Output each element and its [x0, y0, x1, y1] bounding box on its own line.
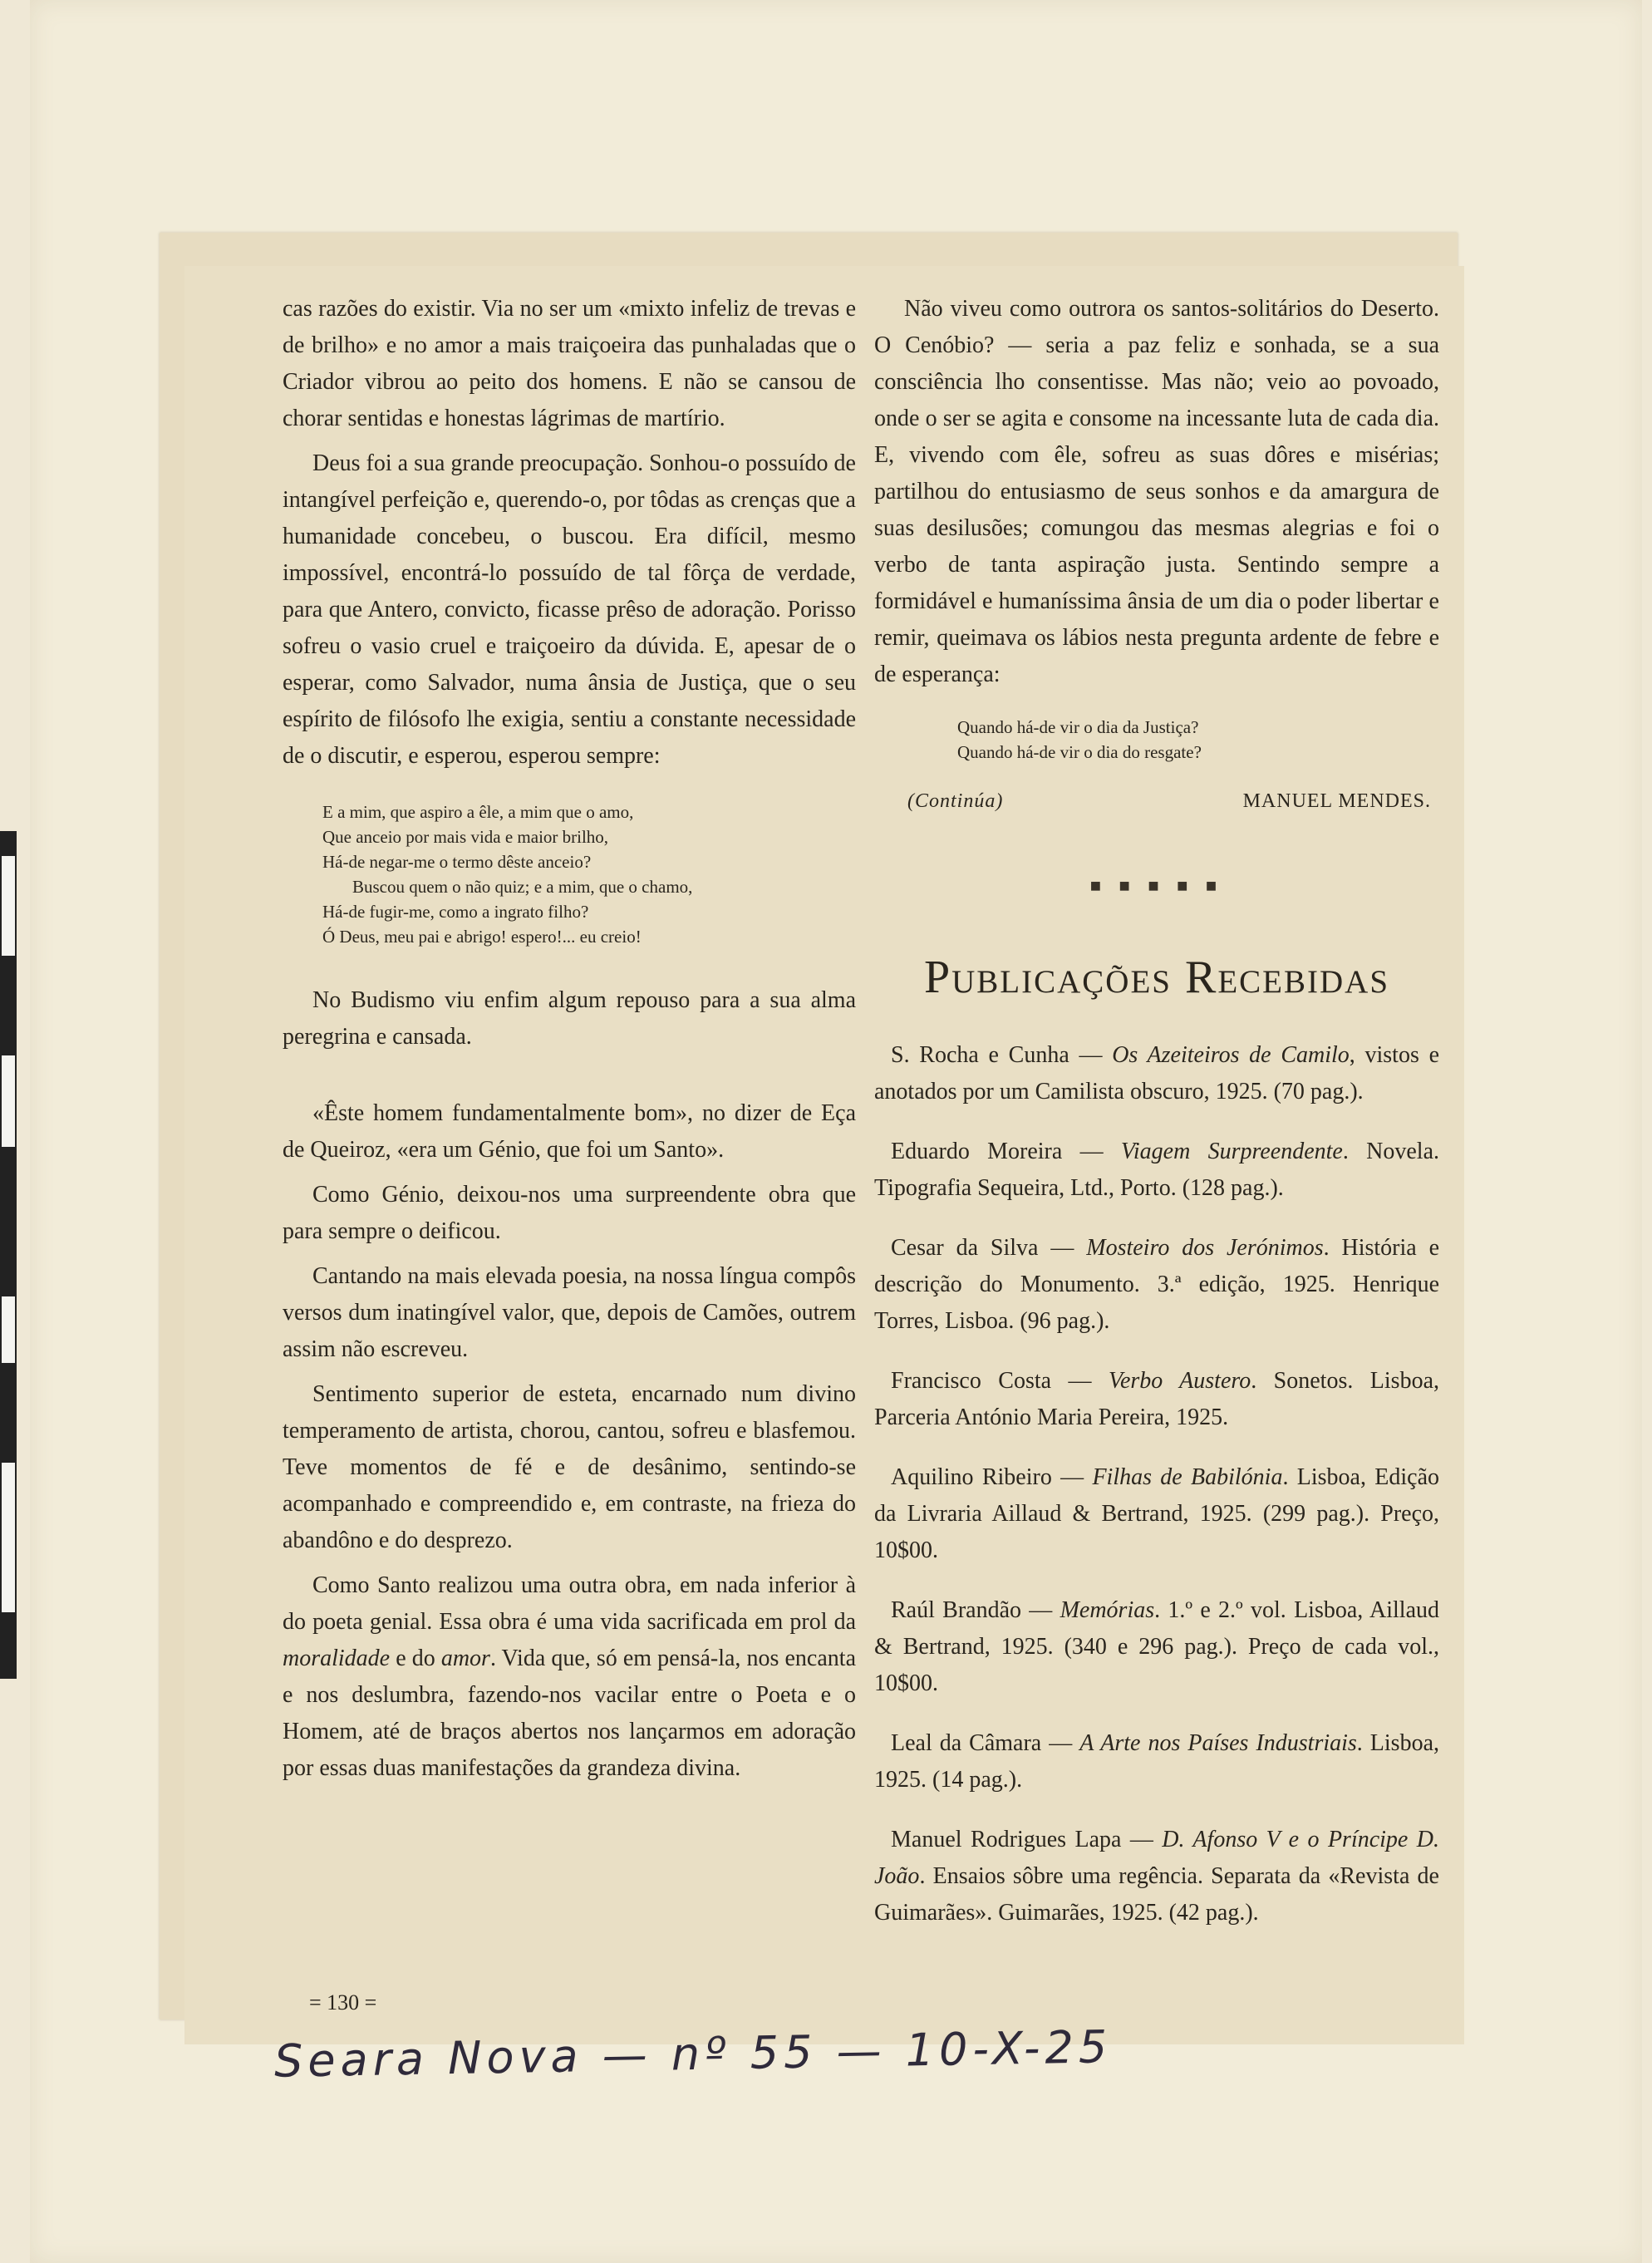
paragraph: No Budismo viu enfim algum repouso para a sua alma peregrina e cansada.: [283, 987, 856, 1050]
paragraph: Não viveu como outrora os santos-solitários do Deserto. O Cenóbio? — seria a paz feliz e sonhada, se a sua consciência lho consentisse. Mas não; veio ao povoado, onde o ser se agita e consome na incessante luta de cada dia. E, vivendo com êle, sofreu as suas dôres e misérias; partilhou do entusiasmo de seus sonhos e da amargura de suas desilusões; comungou das mesmas alegrias e foi o verbo de tanta aspiração justa. Sentindo sempre a formidável e humaníssima ânsia de um dia o poder libertar e remir, queimava os lábios nesta pregunta ardente de febre e de esperança:: [874, 296, 1439, 687]
continua-label: (Continúa): [907, 790, 1004, 812]
pub-details: . História e descrição do Monumento. 3.ª edição, 1925. Henrique Torres, Lisboa. (96 pag.).: [874, 1235, 1439, 1334]
pub-details: , vistos e anotados por um Camilista obscuro, 1925. (70 pag.).: [874, 1042, 1440, 1104]
pub-title: Memórias: [1060, 1597, 1155, 1623]
pub-details: . Lisboa, Edição da Livraria Aillaud & Bertrand, 1925. (299 pag.). Preço, 10$00.: [874, 1464, 1440, 1563]
pub-title: Mosteiro dos Jerónimos: [1086, 1235, 1324, 1261]
pub-details: . Sonetos. Lisboa, Parceria António Maria Pereira, 1925.: [874, 1368, 1439, 1430]
color-scale-ruler: [0, 831, 17, 1679]
pub-author: S. Rocha e Cunha —: [891, 1042, 1113, 1068]
pub-title: Viagem Surpreendente: [1120, 1139, 1343, 1164]
emphasis: moralidade: [283, 1646, 391, 1671]
paragraph: Deus foi a sua grande preocupação. Sonhou-o possuído de intangível perfeição e, querendo-o, por tôdas as crenças que a humanidade concebeu, o buscou. Era difícil, mesmo impossível, encontrá-lo possuído de tal fôrça de verdade, para que Antero, convicto, ficasse prêso de adoração. Porisso sofreu o vasio cruel e traiçoeiro da dúvida. E, apesar de o esperar, como Salvador, numa ânsia de Justiça, que o seu espírito de filósofo lhe exigia, sentiu a constante necessidade de o discutir, e esperou, esperou sempre:: [283, 450, 856, 769]
text-run: e do: [390, 1646, 441, 1671]
pub-author: Francisco Costa —: [891, 1368, 1109, 1394]
left-column: [283, 291, 856, 1795]
text-run: . Vida que, só em pensá-la, nos encanta e nos deslumbra, fazendo-nos vacilar entre o Poeta e o Homem, até de braços abertos nos lançarmos em adoração por essas duas manifestações da grandeza divina.: [283, 1646, 856, 1781]
publication-entry: [874, 1230, 1439, 1340]
signature-line: [907, 783, 1431, 819]
paragraph: Cantando na mais elevada poesia, na nossa língua compôs versos dum inatingível valor, que, depois de Camões, outrem assim não escreveu.: [283, 1263, 856, 1362]
paragraph: Sentimento superior de esteta, encarnado num divino temperamento de artista, chorou, cantou, sofreu e blasfemou. Teve momentos de fé e de desânimo, sentindo-se acompanhado e compreendido e, em contraste, na frieza do abandôno e do desprezo.: [283, 1381, 856, 1553]
text-run: Como Santo realizou uma outra obra, em nada inferior à do poeta genial. Essa obra é uma vida sacrificada em prol da: [283, 1572, 856, 1635]
publication-entry: [874, 1037, 1439, 1110]
section-title: Publicações Recebidas: [923, 952, 1390, 1003]
publication-entry: [874, 1459, 1439, 1569]
pub-title: Verbo Austero: [1108, 1368, 1251, 1394]
verse-line: E a mim, que aspiro a êle, a mim que o amo,: [322, 802, 634, 822]
pub-title: D. Afonso V e o Príncipe D. João: [874, 1827, 1440, 1889]
paragraph: [283, 1567, 856, 1787]
verse-quote: [957, 715, 1439, 765]
publication-entry: [874, 1725, 1439, 1798]
pub-details: . 1.º e 2.º vol. Lisboa, Aillaud & Bertrand, 1925. (340 e 296 pag.). Preço de cada vol., 10$00.: [874, 1597, 1440, 1696]
pub-author: Manuel Rodrigues Lapa —: [891, 1827, 1163, 1852]
pub-author: Leal da Câmara —: [891, 1730, 1080, 1756]
pub-title: Os Azeiteiros de Camilo: [1112, 1042, 1350, 1068]
pub-details: . Ensaios sôbre uma regência. Separata da «Revista de Guimarães». Guimarães, 1925. (42 pag.).: [874, 1863, 1439, 1926]
pub-author: Eduardo Moreira —: [891, 1139, 1121, 1164]
author-name: MANUEL MENDES.: [1242, 790, 1431, 812]
publication-entry: [874, 1592, 1439, 1702]
pub-title: Filhas de Babilónia: [1092, 1464, 1283, 1490]
publications-list: [874, 1037, 1439, 1931]
paragraph: Como Génio, deixou-nos uma surpreendente obra que para sempre o deificou.: [283, 1182, 856, 1244]
verse-quote: [322, 799, 856, 949]
section-ornament: ■ ■ ■ ■ ■: [1089, 875, 1224, 896]
page-number: = 130 =: [309, 1990, 377, 2015]
pub-details: . Novela. Tipografia Sequeira, Ltd., Porto. (128 pag.).: [874, 1139, 1439, 1201]
verse-line: Há-de fugir-me, como a ingrato filho?: [322, 902, 589, 922]
verse-line: Que anceio por mais vida e maior brilho,: [322, 827, 609, 847]
publication-entry: [874, 1134, 1439, 1207]
publication-entry: [874, 1822, 1439, 1931]
pub-author: Raúl Brandão —: [891, 1597, 1060, 1623]
pub-details: . Lisboa, 1925. (14 pag.).: [874, 1730, 1439, 1793]
pub-author: Cesar da Silva —: [891, 1235, 1087, 1261]
pub-author: Aquilino Ribeiro —: [891, 1464, 1093, 1490]
paragraph: cas razões do existir. Via no ser um «mixto infeliz de trevas e de brilho» e no amor a mais traiçoeira das punhaladas que o Criador vibrou ao peito dos homens. E não se cansou de chorar sentidas e honestas lágrimas de martírio.: [283, 296, 856, 431]
paragraph: «Êste homem fundamentalmente bom», no dizer de Eça de Queiroz, «era um Génio, que foi um Santo».: [283, 1100, 856, 1163]
handwritten-annotation: Seara Nova — nº 55 — 10-X-25: [273, 2020, 1113, 2088]
verse-line: Quando há-de vir o dia da Justiça?: [957, 717, 1199, 737]
verse-line: Buscou quem o não quiz; e a mim, que o chamo,: [352, 877, 693, 897]
verse-line: Há-de negar-me o termo dêste anceio?: [322, 852, 592, 872]
pub-title: A Arte nos Países Industriais: [1079, 1730, 1357, 1756]
verse-line: Ó Deus, meu pai e abrigo! espero!... eu creio!: [322, 927, 642, 947]
right-column: [874, 291, 1439, 1955]
publication-entry: [874, 1363, 1439, 1436]
verse-line: Quando há-de vir o dia do resgate?: [957, 742, 1202, 762]
emphasis: amor: [440, 1646, 490, 1671]
